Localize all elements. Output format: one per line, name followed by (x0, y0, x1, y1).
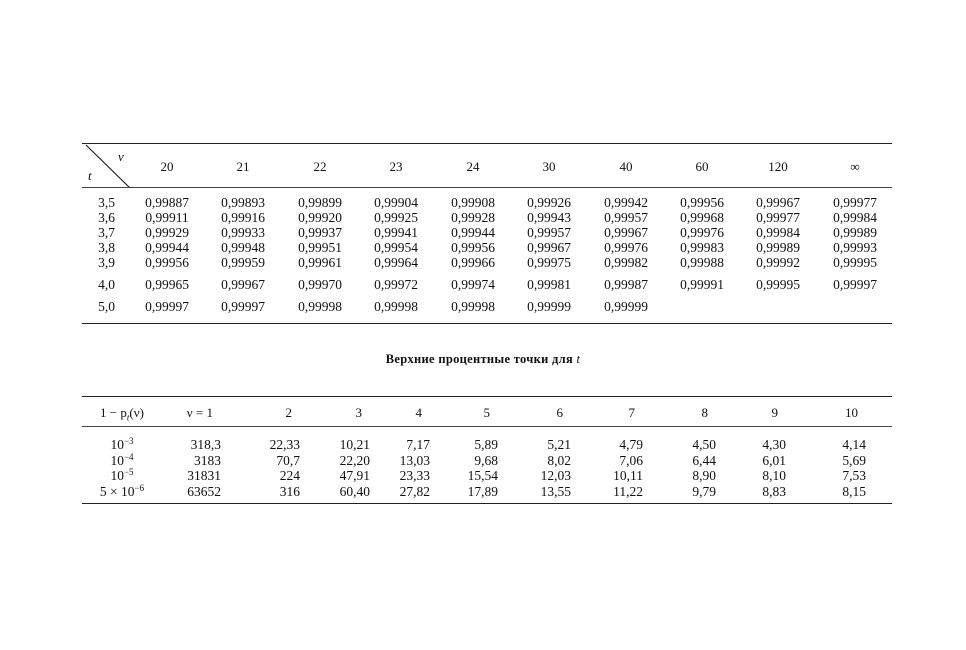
table2-cell: 13,03 (399, 452, 430, 468)
table1-col-header: ∞ (850, 159, 860, 174)
table1-cell: 0,99997 (145, 299, 189, 314)
table2-cell: 5,21 (547, 437, 571, 452)
table2-col-header: 3 (355, 405, 362, 420)
table2-cell: 70,7 (276, 452, 300, 468)
table1-cell: 0,99998 (374, 299, 418, 314)
table2-row-label (100, 484, 144, 499)
header-suffix: (ν) (129, 405, 144, 420)
table1-cell: 0,99920 (298, 210, 342, 225)
table1-cell: 0,99968 (680, 210, 724, 225)
table2-cell: 22,33 (269, 437, 300, 452)
table1-cell: 0,99983 (680, 240, 724, 255)
table1-cell: 0,99959 (221, 255, 265, 270)
table1-cell: 0,99967 (527, 240, 571, 255)
header-sub: t (126, 412, 130, 423)
table1-cell: 0,99984 (833, 210, 877, 225)
table1-cell: 0,99943 (527, 210, 571, 225)
table1-col-header: 21 (236, 159, 250, 174)
table2-cell: 6,44 (692, 452, 716, 468)
table2-cell: 15,54 (467, 468, 498, 483)
table2-cell: 316 (279, 483, 300, 499)
table1-cell: 0,99987 (604, 277, 648, 292)
table2-row-label (110, 437, 133, 452)
table1-cell: 0,99937 (298, 225, 342, 240)
table1-cell: 0,99944 (145, 240, 189, 255)
table2-first-col-header (100, 405, 144, 423)
table2-cell: 318,3 (190, 437, 221, 452)
table1-cell: 0,99956 (680, 195, 724, 210)
table1-cell: 0,99961 (298, 255, 342, 270)
table2-col-header: 10 (845, 405, 858, 420)
table2-cell: 10,21 (339, 437, 370, 452)
table2-cell: 9,79 (692, 483, 716, 499)
table1-cell: 0,99966 (451, 255, 495, 270)
row-label-exp: −3 (123, 436, 134, 446)
table1-cell: 0,99989 (756, 240, 800, 255)
table1-cell: 0,99997 (833, 277, 877, 292)
table1-cell: 0,99993 (833, 240, 877, 255)
table1-cell: 0,99948 (221, 240, 265, 255)
table1-cell: 0,99956 (145, 255, 189, 270)
table2-cell: 27,82 (399, 483, 430, 499)
table1-cell: 0,99992 (756, 255, 800, 270)
row-label-exp: −5 (123, 467, 134, 477)
row-label-base: 10 (110, 437, 124, 452)
table2-cell: 6,01 (762, 452, 786, 468)
table2-col-header: 6 (556, 405, 563, 420)
table1-col-header: 22 (313, 159, 327, 174)
table1-col-header: 30 (542, 159, 556, 174)
corner-col-var: ν (118, 149, 124, 164)
table2-cell: 63652 (187, 483, 221, 499)
table1-cell: 0,99976 (604, 240, 648, 255)
row-label-base: 10 (110, 468, 124, 483)
table1-cell: 0,99929 (145, 225, 189, 240)
table2-bottom-rule (82, 503, 892, 504)
table1-cell: 0,99954 (374, 240, 418, 255)
table2-cell: 11,22 (613, 483, 643, 499)
table1-cell: 0,99999 (527, 299, 571, 314)
table2-col-header: 5 (483, 405, 490, 420)
table1-col-header: 60 (695, 159, 709, 174)
table2-cell: 23,33 (399, 468, 430, 483)
table2-cell: 5,69 (842, 452, 866, 468)
table1-cell: 0,99977 (756, 210, 800, 225)
table1-col-header: 120 (768, 159, 788, 174)
table1-row-t: 5,0 (98, 299, 115, 314)
table1-cell: 0,99972 (374, 277, 418, 292)
table2-cell: 5,89 (474, 437, 498, 452)
corner-row-var: t (88, 168, 92, 183)
row-label-exp: −6 (134, 482, 145, 493)
table1-cell: 0,99957 (604, 210, 648, 225)
table2-cell: 8,02 (547, 452, 571, 468)
table1-col-header: 24 (466, 159, 480, 174)
table1-cell: 0,99981 (527, 277, 571, 292)
table2-cell: 8,15 (842, 483, 866, 499)
table1-row-t: 3,5 (98, 195, 115, 210)
table2-cell: 9,68 (474, 452, 498, 468)
table1-cell: 0,99967 (756, 195, 800, 210)
table2-row-label (110, 453, 133, 468)
table1-cell: 0,99977 (833, 195, 877, 210)
table1-cell: 0,99911 (145, 210, 189, 225)
table1-col-header: 23 (389, 159, 403, 174)
table1-cell: 0,99951 (298, 240, 342, 255)
table1-cell: 0,99928 (451, 210, 495, 225)
table1-row-t: 3,7 (98, 225, 115, 240)
table1-cell: 0,99976 (680, 225, 724, 240)
table1-col-header: 20 (160, 159, 174, 174)
table1-cell: 0,99957 (527, 225, 571, 240)
section-title (0, 352, 966, 367)
table1-top-rule (82, 143, 892, 144)
table1-cell: 0,99967 (221, 277, 265, 292)
table2-col-header: 7 (628, 405, 635, 420)
table1-row-t: 4,0 (98, 277, 115, 292)
table2-cell: 8,90 (692, 468, 716, 483)
table2-cell: 7,17 (406, 437, 430, 452)
header-prefix: 1 − p (100, 405, 127, 420)
table2-cell: 4,30 (762, 437, 786, 452)
table1-cell: 0,99916 (221, 210, 265, 225)
table1-cell: 0,99970 (298, 277, 342, 292)
table1-cell: 0,99997 (221, 299, 265, 314)
table1-cell: 0,99956 (451, 240, 495, 255)
table2-cell: 7,06 (619, 452, 643, 468)
table2-cell: 10,11 (613, 468, 643, 483)
table1-cell: 0,99908 (451, 195, 495, 210)
table2-cell: 8,10 (762, 468, 786, 483)
row-label-base: 5 × 10 (99, 483, 135, 499)
table2-cell: 4,79 (619, 437, 643, 452)
table2-cell: 13,55 (540, 483, 571, 499)
table1-cell: 0,99989 (833, 225, 877, 240)
table2-col-header: 9 (771, 405, 778, 420)
table2-cell: 47,91 (339, 468, 370, 483)
table1-col-header: 40 (619, 159, 633, 174)
table2-col-header: 4 (415, 405, 422, 420)
table1-cell: 0,99899 (298, 195, 342, 210)
table1-row-t: 3,9 (98, 255, 115, 270)
title-text: Верхние процентные точки для (385, 352, 574, 366)
table1-cell: 0,99995 (756, 277, 800, 292)
table1-cell: 0,99999 (604, 299, 648, 314)
table2-cell: 31831 (187, 468, 221, 483)
table1-cell: 0,99998 (451, 299, 495, 314)
row-label-exp: −4 (123, 451, 134, 462)
table1-cell: 0,99967 (604, 225, 648, 240)
table1-cell: 0,99964 (374, 255, 418, 270)
table2-top-rule (82, 396, 892, 397)
table1-cell: 0,99991 (680, 277, 724, 292)
table1-cell: 0,99984 (756, 225, 800, 240)
table2-cell: 12,03 (540, 468, 571, 483)
table2-col-header: 8 (701, 405, 708, 420)
table2-cell: 60,40 (339, 483, 370, 499)
table1-cell: 0,99887 (145, 195, 189, 210)
table1-cell: 0,99974 (451, 277, 495, 292)
table1-cell: 0,99975 (527, 255, 571, 270)
table1-cell: 0,99926 (527, 195, 571, 210)
row-label-base: 10 (110, 452, 124, 468)
table1-cell: 0,99944 (451, 225, 495, 240)
table2-col-header: 2 (285, 405, 292, 420)
table1-cell: 0,99995 (833, 255, 877, 270)
table1-cell: 0,99965 (145, 277, 189, 292)
table1-cell: 0,99988 (680, 255, 724, 270)
table1-header-rule (82, 187, 892, 188)
table2-col-header: ν = 1 (186, 405, 213, 420)
title-var: t (576, 352, 581, 366)
table2-cell: 17,89 (467, 483, 498, 499)
table1-cell: 0,99933 (221, 225, 265, 240)
table1-bottom-rule (82, 323, 892, 324)
table1-cell: 0,99998 (298, 299, 342, 314)
table1-cell: 0,99904 (374, 195, 418, 210)
table1-row-t: 3,8 (98, 240, 115, 255)
table2-cell: 224 (279, 468, 300, 483)
table1-row-t: 3,6 (98, 210, 115, 225)
table1-cell: 0,99941 (374, 225, 418, 240)
table2-header-rule (82, 426, 892, 427)
table1-cell: 0,99893 (221, 195, 265, 210)
table2-cell: 8,83 (762, 483, 786, 499)
table1-cell: 0,99942 (604, 195, 648, 210)
table2-cell: 4,14 (842, 437, 866, 452)
table2-cell: 7,53 (842, 468, 866, 483)
table1-cell: 0,99982 (604, 255, 648, 270)
table2-cell: 3183 (194, 452, 221, 468)
corner-diagonal (84, 144, 134, 190)
table2-cell: 22,20 (339, 452, 370, 468)
table2-row-label (110, 468, 133, 483)
table2-cell: 4,50 (692, 437, 716, 452)
table1-cell: 0,99925 (374, 210, 418, 225)
